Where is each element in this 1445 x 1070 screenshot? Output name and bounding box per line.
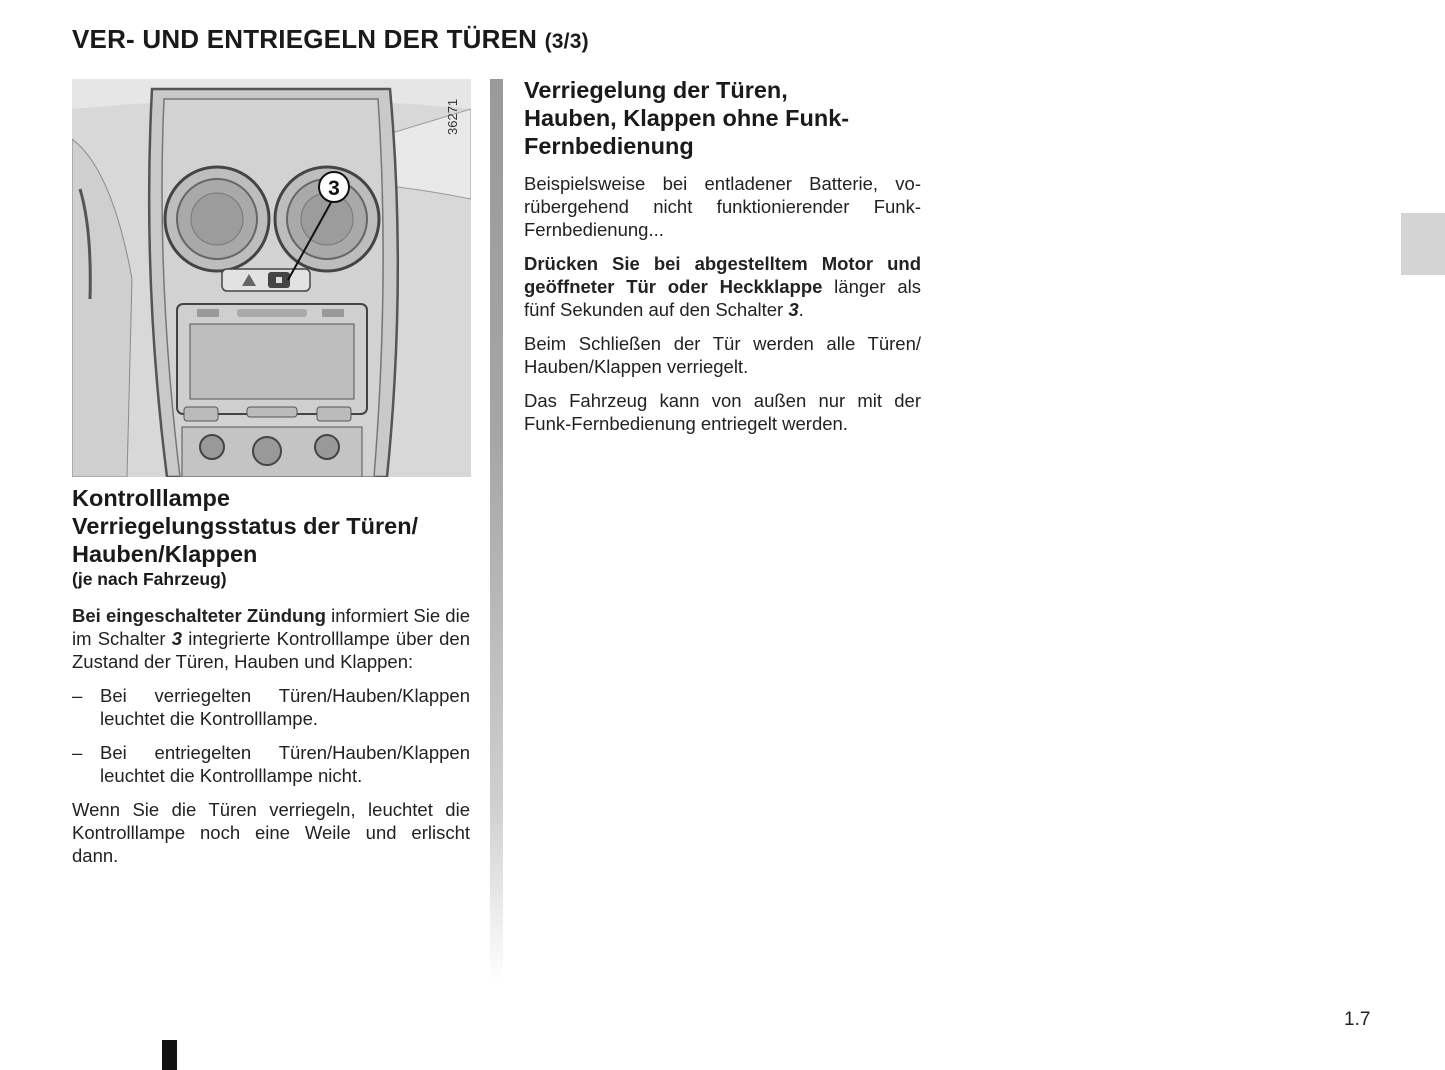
manual-locking-heading bbox=[524, 76, 921, 160]
page-title bbox=[72, 24, 589, 55]
paragraph-text: . bbox=[798, 299, 804, 320]
switch-reference: 3 bbox=[788, 299, 799, 320]
list-dash: – bbox=[72, 742, 83, 763]
chapter-tab bbox=[1401, 213, 1445, 275]
list-item bbox=[72, 741, 470, 787]
right-column bbox=[524, 76, 921, 446]
paragraph-text: informiert Sie die im Schalter bbox=[72, 605, 470, 649]
figure-number bbox=[445, 89, 467, 137]
heading-line: Hauben/Klappen bbox=[72, 541, 258, 567]
column-divider bbox=[490, 79, 503, 984]
paragraph-text: integrierte Kontrolllampe über den Zustand der Türen, Hauben und Klappen: bbox=[72, 628, 470, 672]
heading-line: Hauben, Klappen ohne Funk- bbox=[524, 105, 850, 131]
warning-lamp-heading bbox=[72, 484, 470, 568]
page-title-text: VER- UND ENTRIEGELN DER TÜREN bbox=[72, 24, 538, 54]
callout-label: 3 bbox=[328, 177, 340, 200]
paragraph-text: länger als fünf Sekunden auf den Schalter bbox=[524, 276, 921, 320]
heading-line: Verriegelung der Türen, bbox=[524, 77, 788, 103]
warning-lamp-subheading: (je nach Fahrzeug) bbox=[72, 569, 227, 589]
list-item bbox=[72, 684, 470, 730]
switch-reference: 3 bbox=[171, 628, 183, 649]
heading-line: Verriegelungsstatus der Türen/ bbox=[72, 513, 419, 539]
locking-paragraph: Wenn Sie die Türen verriegeln, leuchtet die Kontrolllampe noch eine Weile und erlischt dann. bbox=[72, 799, 470, 866]
door-close-paragraph: Beim Schließen der Tür werden alle Türen/ Hauben/Klappen verriegelt. bbox=[524, 333, 921, 377]
dashboard-drawing bbox=[72, 79, 471, 477]
list-dash: – bbox=[72, 685, 83, 706]
crop-mark bbox=[162, 1040, 177, 1070]
ignition-paragraph bbox=[72, 604, 470, 673]
press-switch-paragraph bbox=[524, 252, 921, 321]
left-column bbox=[72, 484, 470, 878]
bold-text: Drücken Sie bei abgestelltem Motor und geöffneter Tür oder Heckklappe bbox=[524, 253, 921, 297]
heading-line: Kontrolllampe bbox=[72, 485, 230, 511]
list-item-text: Bei entriegelten Türen/Hauben/Klappen leuchtet die Kontrolllampe nicht. bbox=[100, 742, 470, 786]
list-item-text: Bei verriegelten Türen/Hauben/Klappen leuchtet die Kontrolllampe. bbox=[100, 685, 470, 729]
dashboard-illustration bbox=[72, 79, 471, 477]
remote-unlock-paragraph: Das Fahrzeug kann von außen nur mit der Funk-Fernbedienung entriegelt werden. bbox=[524, 390, 921, 434]
page-title-suffix: (3/3) bbox=[544, 30, 589, 53]
battery-paragraph: Beispielsweise bei entladener Batterie, vorübergehend nicht funktionierender Funk-Fernbedienung... bbox=[524, 173, 921, 240]
heading-line: Fernbedienung bbox=[524, 133, 694, 159]
bold-text: Bei eingeschalteter Zündung bbox=[72, 605, 326, 626]
page-number: 1.7 bbox=[1344, 1009, 1371, 1030]
figure-number-text: 36271 bbox=[445, 98, 460, 135]
